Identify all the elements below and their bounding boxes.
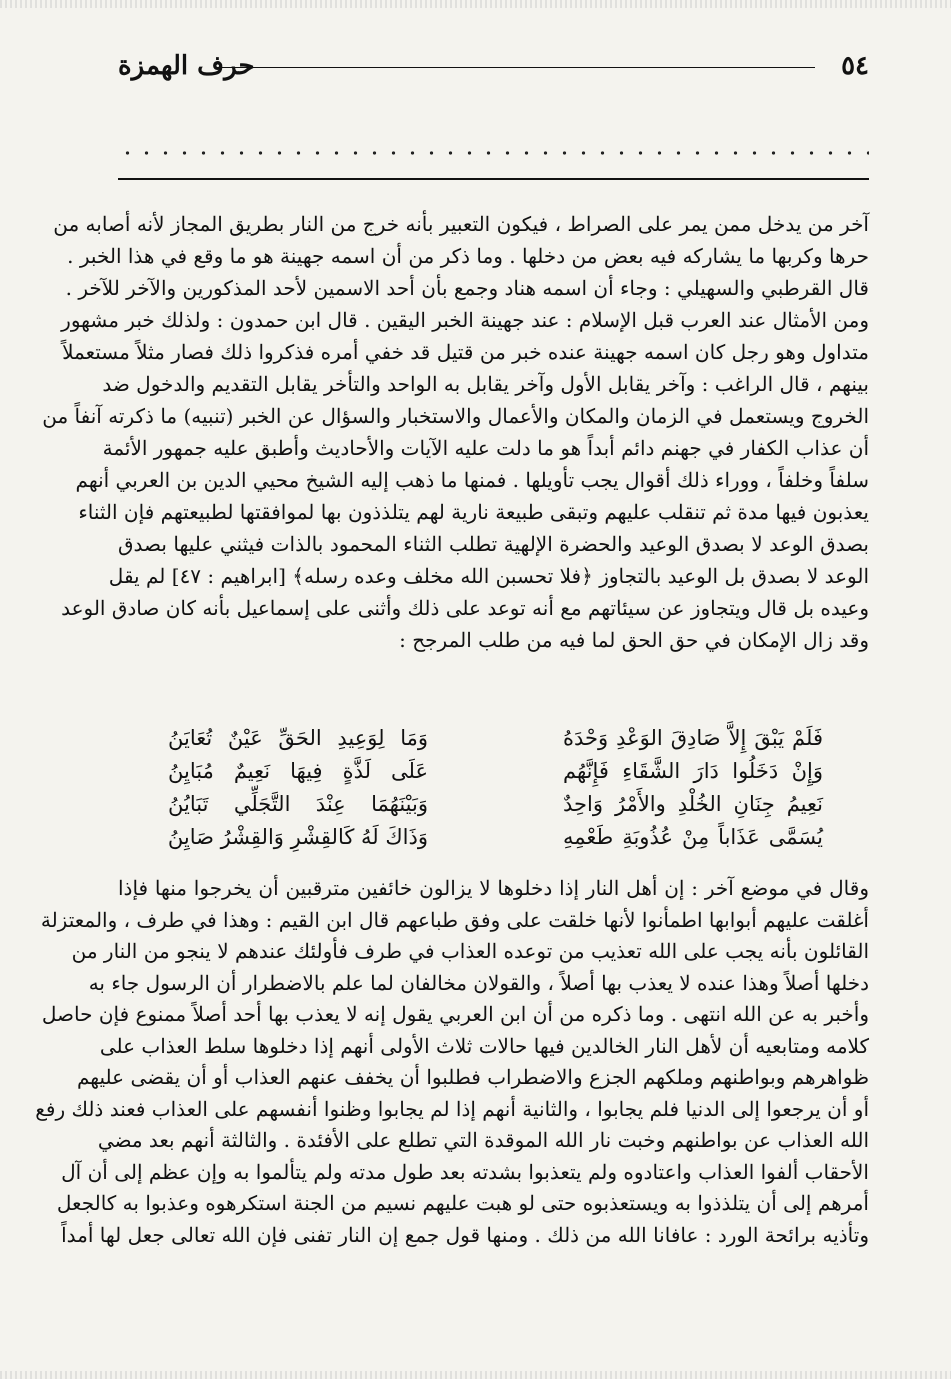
text-line: الخروج ويستعمل في الزمان والمكان والأعمال والاستخبار والسؤال عن الخبر (تنبيه) ما ذكرته آنفاً من: [42, 404, 869, 428]
running-header: [118, 48, 869, 84]
text-line: وعيده بل قال ويتجاوز عن سيئاتهم مع أنه توعد على ذلك وأثنى على إسماعيل بأنه كان صادق الوعد: [61, 596, 869, 620]
poem-verse: [168, 788, 823, 821]
poem-verse: [168, 821, 823, 854]
verse-second-hemistich: وَمَا لِوَعِيدِ الحَقِّ عَيْنٌ تُعَايَنُ: [168, 726, 428, 750]
verse-second-hemistich: عَلَى لَذَّةٍ فِيهَا نَعِيمٌ مُبَايِنُ: [168, 759, 428, 783]
verse-first-hemistich: فَلَمْ يَبْقَ إِلاَّ صَادِقَ الوَعْدِ وَحْدَهُ: [563, 726, 823, 750]
poem-verse: [168, 755, 823, 788]
text-line: دخلها أصلاً وهذا عنده لا يعذب بها أصلاً ، والقولان مخالفان لما علم بالاضطرار أن الرسول جاء به: [88, 970, 869, 995]
text-line: أمرهم إلى أن يتلذذوا به ويستعذبوه حتى لو هبت عليهم نسيم من الجنة استكرهوه وعذبوا به كالجعل: [56, 1191, 869, 1215]
text-line: وأخبر به عن الله انتهى . وما ذكره من أن ابن العربي يقول إنه لا يعذب بها أحد أصلاً ممنوع فإن حاصل: [41, 1002, 869, 1026]
text-line: متداول وهو رجل كان اسمه جهينة عنده خبر من قتيل قد خفي أمره فذكروا ذلك فصار مثلاً مستعملاً: [62, 340, 869, 364]
text-line: أو أن يرجعوا إلى الدنيا فلم يجابوا ، والثانية أنهم إذا لم يجابوا وظنوا أنفسهم على العذاب فعند ذلك رفع: [35, 1096, 869, 1121]
text-line: ومن الأمثال عند العرب قبل الإسلام : عند جهينة الخبر اليقين . قال ابن حمدون : ولذلك خبر مشهور: [61, 308, 869, 332]
header-rule: [218, 67, 815, 68]
body-paragraph: [42, 208, 869, 656]
scan-edge-bottom: [0, 1371, 951, 1379]
verse-first-hemistich: وَإِنْ دَخَلُوا دَارَ الشَّقَاءِ فَإِنَّهُم: [563, 759, 823, 783]
text-line: وقد زال الإمكان في حق الحق لما فيه من طلب المرجح :: [399, 628, 869, 652]
text-line: قال القرطبي والسهيلي : وجاء أن اسمه هناد وجمع بأن أحد الاسمين لأحد المذكورين والآخر للآخر .: [65, 276, 869, 300]
text-line: آخر من يدخل ممن يمر على الصراط ، فيكون التعبير بأنه خرج من النار بطريق المجاز لأنه أصابه من: [53, 212, 869, 236]
scan-edge-top: [0, 0, 951, 8]
text-line: الوعد لا بصدق بل الوعيد بالتجاوز ﴿فلا تحسبن الله مخلف وعده رسله﴾ [ابراهيم : ٤٧] لم يقل: [108, 564, 869, 588]
text-line: أن عذاب الكفار في جهنم دائم أبداً هو ما دلت عليه الآيات والأحاديث وأطبق عليه جمهور الأئمة: [102, 436, 869, 460]
verse-second-hemistich: وَبَيْنَهُمَا عِنْدَ التَّجَلِّي تَبَايُنُ: [168, 792, 428, 816]
text-line: سلفاً وخلفاً ، ووراء ذلك أقوال يجب تأويلها . فمنها ما ذهب إليه الشيخ محيي الدين بن العربي أنهم: [75, 468, 869, 492]
solid-separator: [118, 178, 869, 180]
text-line: ظواهرهم وبواطنهم وملكهم الجزع والاضطراب فطلبوا أن يخفف عنهم العذاب أو أن يقضى عليهم: [76, 1065, 869, 1089]
text-line: القائلون بأنه يجب على الله تعذيب من توعده العذاب في طرف فأولئك عندهم لا ينجو من النار من: [71, 939, 869, 963]
text-line: أغلقت عليهم أبوابها اطمأنوا لأنها خلقت على وفق طباعهم قال ابن القيم : وهذا في طرف ، والمعتزلة: [40, 907, 869, 932]
dotted-separator: [118, 150, 869, 156]
text-line: بينهم ، قال الراغب : وآخر يقابل الأول وآخر يقابل به الواحد والتأخر يقابل التقديم والدخول ضد: [102, 372, 869, 396]
text-line: كلامه ومتابعيه أن لأهل النار الخالدين فيها حالات ثلاث الأولى أنهم إذا دخلوها سلط العذاب على: [99, 1033, 869, 1058]
text-line: بصدق الوعد لا بصدق الوعيد والحضرة الإلهية تطلب الثناء المحمود بالذات فيثني عليها بصدق: [118, 532, 869, 556]
text-line: الله العذاب عن بواطنهم وخبت نار الله الموقدة التي تطلع على الأفئدة . والثالثة أنهم بعد مضي: [97, 1128, 869, 1152]
text-line: وقال في موضع آخر : إن أهل النار إذا دخلوها لا يزالون خائفين مترقبين أن يخرجوا منها فإذا: [118, 876, 869, 900]
verse-first-hemistich: يُسَمَّى عَذَاباً مِنْ عُذُوبَةِ طَعْمِهِ: [563, 825, 823, 849]
text-line: الأحقاب ألفوا العذاب واعتادوه ولم يتعذبوا بشدته بعد طول مدته ولم يتألموا به وإن عظم إلى أن آل: [61, 1159, 869, 1184]
text-line: حرها وكربها ما يشاركه فيه بعض من دخلها . وما ذكر من أن اسمه جهينة هو ما وقع في هذا الخبر .: [67, 244, 869, 268]
text-line: يعذبون فيها مدة ثم تنقلب عليهم وتبقى طبيعة نارية لهم يتلذذون بها لموافقتها لطبيعتهم فإن الثناء: [78, 500, 869, 524]
verse-second-hemistich: وَذَاكَ لَهُ كَالقِشْرِ وَالقِشْرُ صَايِنُ: [167, 825, 428, 849]
verse-first-hemistich: نَعِيمُ جِنَانِ الخُلْدِ والأَمْرُ وَاحِدٌ: [563, 792, 823, 816]
chapter-title: حرف الهمزة: [118, 51, 255, 81]
text-line: وتأذيه برائحة الورد : عافانا الله من ذلك . ومنها قول جمع إن النار تفنى فإن الله تعالى جعل لها أمداً: [61, 1222, 869, 1247]
poem-verse: [168, 722, 823, 755]
body-paragraph-2: [35, 873, 869, 1251]
page-number: ٥٤: [841, 51, 869, 81]
poem-block: [168, 722, 823, 854]
